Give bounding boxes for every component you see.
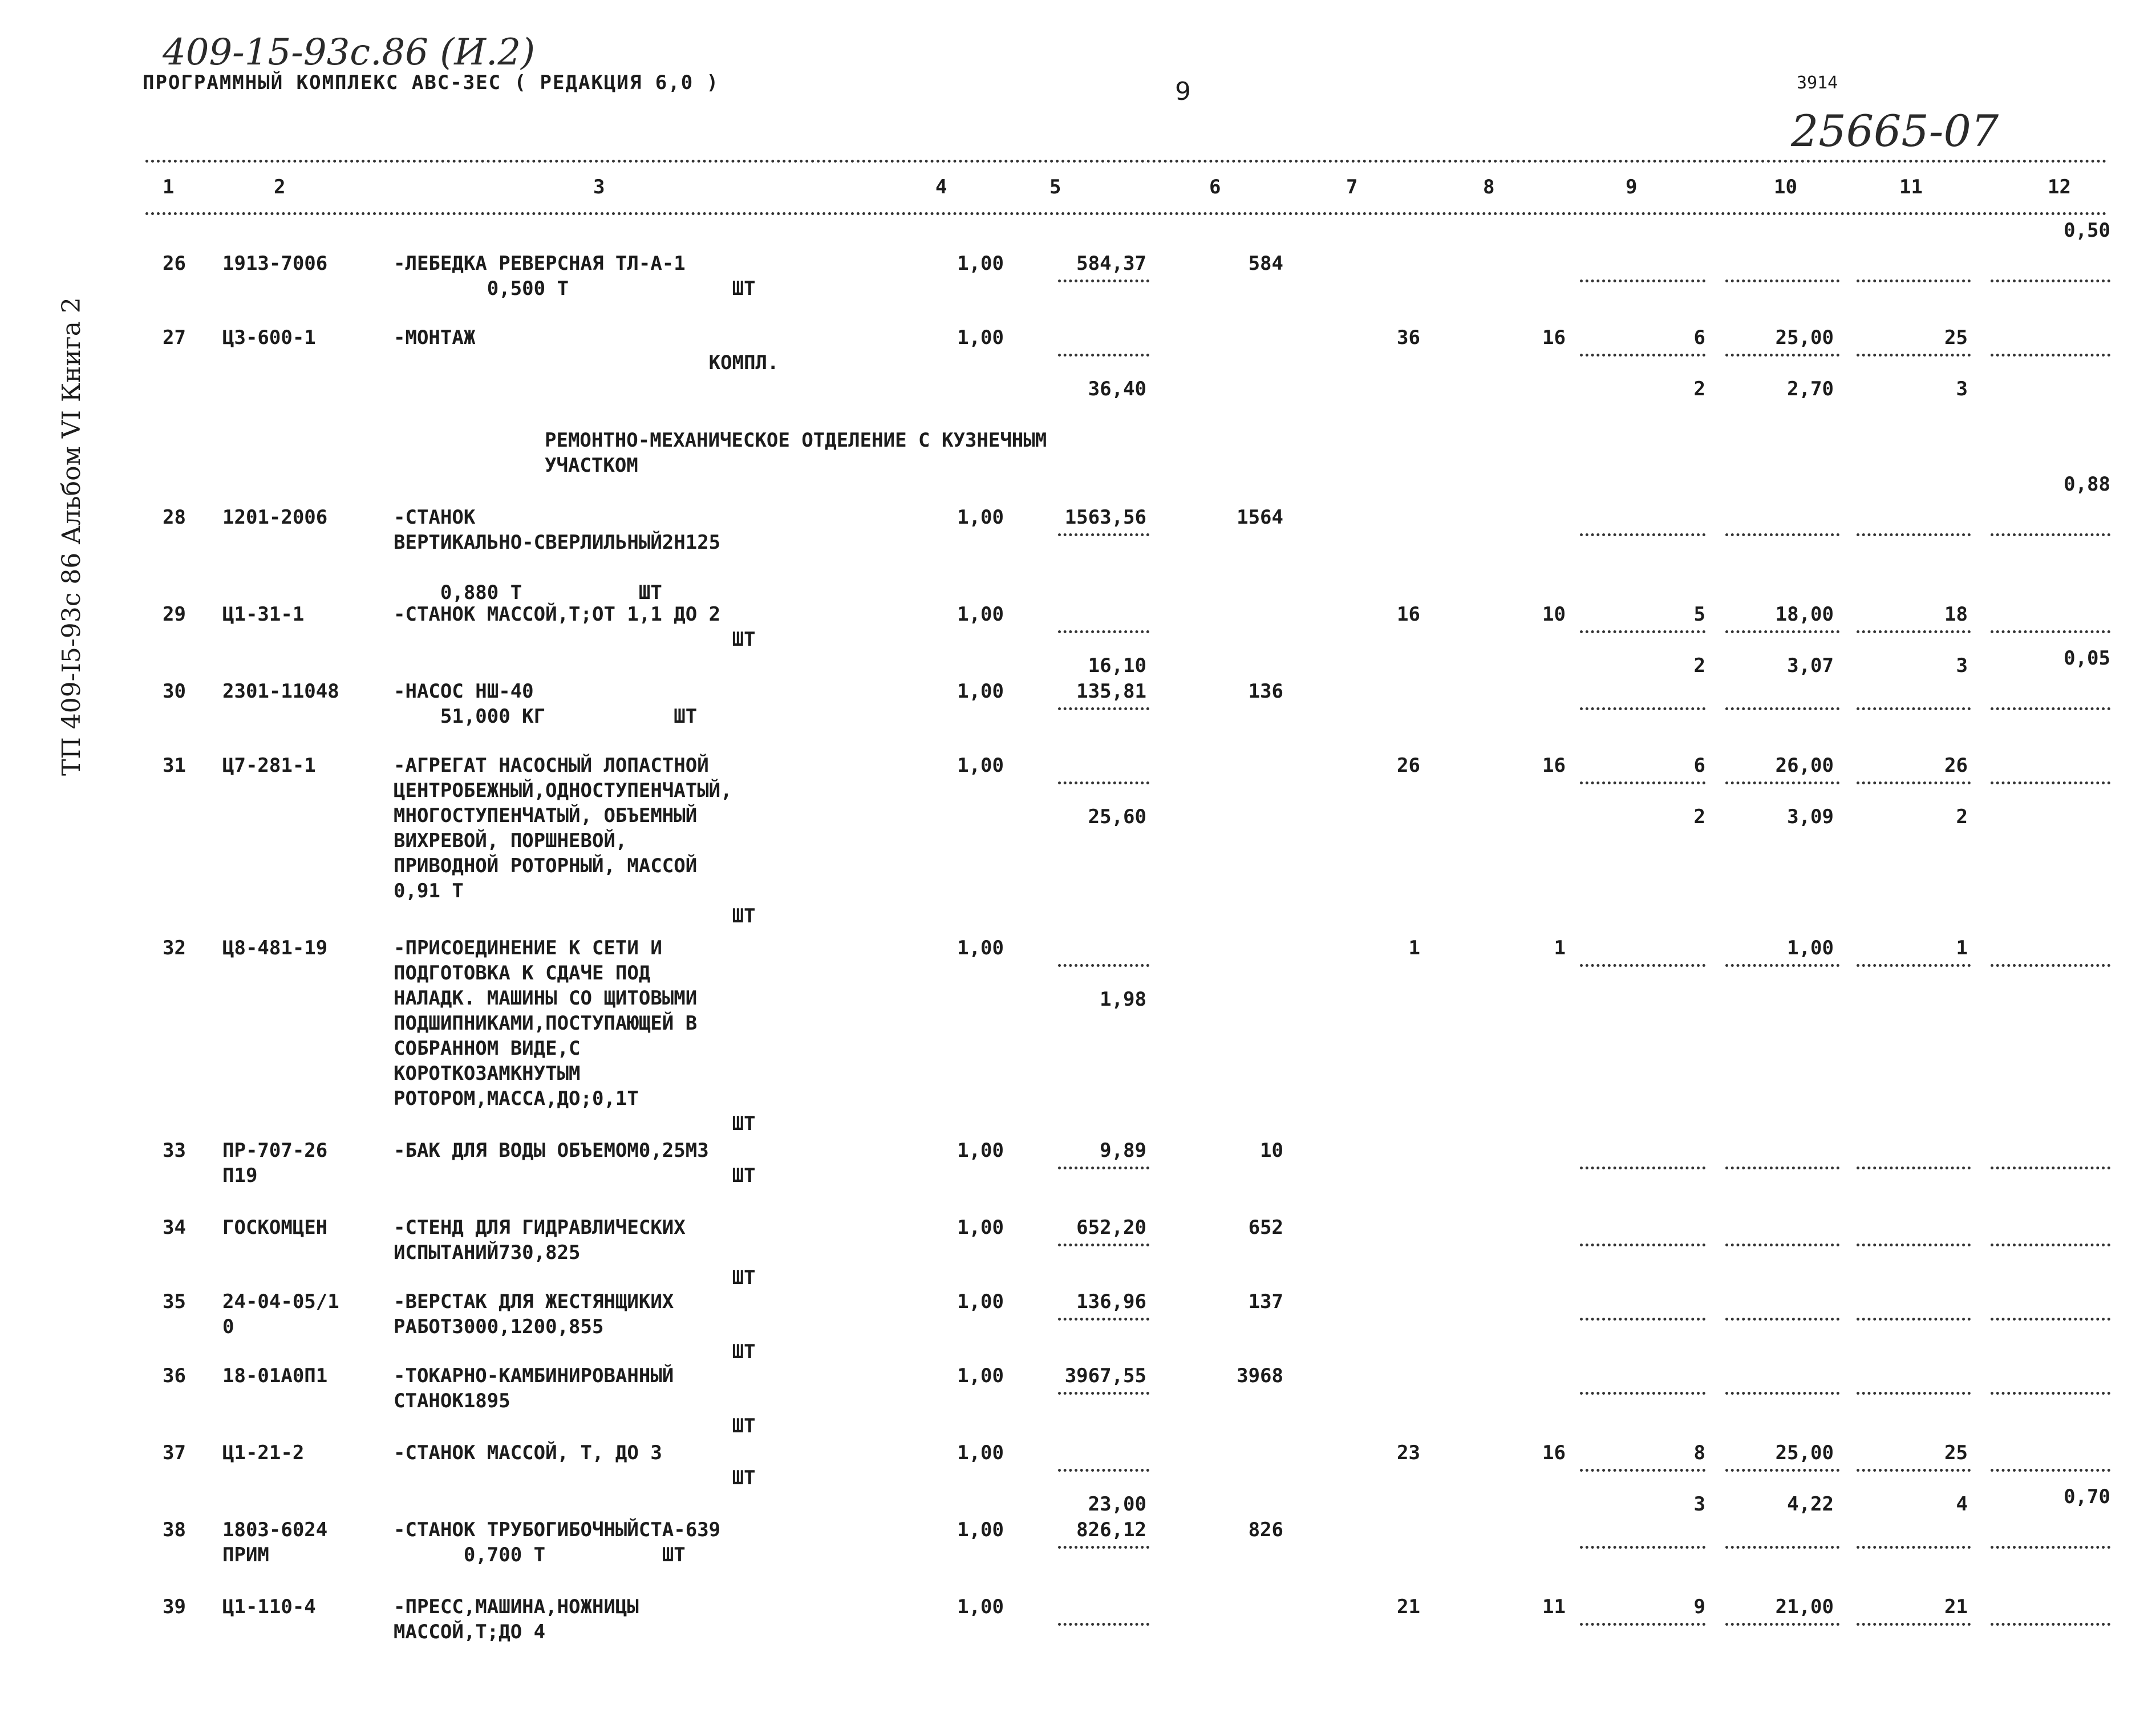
row-code: 1913-7006 — [222, 252, 328, 275]
row-description: МАССОЙ,Т;ДО 4 — [394, 1621, 546, 1643]
row-number: 29 — [163, 603, 186, 626]
row-lower-10: 2,70 — [1787, 378, 1834, 400]
row-code-continuation: ПРИМ — [222, 1544, 269, 1566]
row-value-12: 0,70 — [2064, 1485, 2110, 1508]
row-value-10: 25,00 — [1775, 326, 1834, 349]
row-value-6: 652 — [1248, 1216, 1283, 1239]
row-description: -ТОКАРНО-КАМБИНИРОВАННЫЙ — [394, 1364, 674, 1387]
row-description: СТАНОК1895 — [394, 1390, 510, 1412]
cell-separator — [1580, 280, 1705, 282]
column-number: 3 — [593, 176, 605, 199]
row-quantity: 1,00 — [957, 1216, 1004, 1239]
row-code: ПР-707-26 — [222, 1139, 328, 1162]
cell-separator — [1991, 964, 2110, 967]
row-value-8: 16 — [1542, 326, 1566, 349]
row-lower-10: 4,22 — [1787, 1493, 1834, 1516]
row-code: 1201-2006 — [222, 506, 328, 529]
row-number: 36 — [163, 1364, 186, 1387]
row-value-10: 25,00 — [1775, 1441, 1834, 1464]
row-code: 1803-6024 — [222, 1518, 328, 1541]
row-lower-10: 3,07 — [1787, 654, 1834, 677]
row-number: 26 — [163, 252, 186, 275]
row-description: -ВЕРСТАК ДЛЯ ЖЕСТЯНЩИКИХ — [394, 1290, 674, 1313]
row-lower-9: 2 — [1693, 654, 1705, 677]
row-description: -АГРЕГАТ НАСОСНЫЙ ЛОПАСТНОЙ — [394, 754, 709, 777]
row-lower-11: 2 — [1956, 805, 1968, 828]
cell-separator — [1991, 630, 2110, 633]
row-quantity: 1,00 — [957, 603, 1004, 626]
cell-separator — [1580, 354, 1705, 357]
row-value-12: 0,05 — [2064, 647, 2110, 670]
cell-separator — [1725, 1546, 1839, 1549]
row-value-10: 26,00 — [1775, 754, 1834, 777]
row-value-11: 25 — [1944, 1441, 1968, 1464]
cell-separator — [1991, 533, 2110, 536]
row-description: -СТЕНД ДЛЯ ГИДРАВЛИЧЕСКИХ — [394, 1216, 686, 1239]
row-value-9: 6 — [1693, 326, 1705, 349]
row-value-8: 1 — [1554, 937, 1566, 959]
row-lower-5: 36,40 — [1088, 378, 1146, 400]
row-description: ШТ — [394, 1467, 756, 1489]
cell-separator — [1725, 964, 1839, 967]
row-value-8: 16 — [1542, 754, 1566, 777]
row-description: -НАСОС НШ-40 — [394, 680, 534, 703]
cell-separator — [1058, 630, 1149, 633]
cell-separator — [1857, 1546, 1971, 1549]
row-description: КОРОТКОЗАМКНУТЫМ — [394, 1062, 581, 1085]
row-quantity: 1,00 — [957, 754, 1004, 777]
cell-separator — [1991, 1546, 2110, 1549]
handwritten-reference: 409-15-93с.86 (И.2) — [163, 31, 536, 74]
row-lower-5: 23,00 — [1088, 1493, 1146, 1516]
row-quantity: 1,00 — [957, 1518, 1004, 1541]
cell-separator — [1580, 1244, 1705, 1246]
cell-separator — [1058, 533, 1149, 536]
row-value-7: 1 — [1408, 937, 1420, 959]
header-dotted-rule — [145, 212, 2108, 215]
row-code-continuation: 0 — [222, 1315, 234, 1338]
cell-separator — [1857, 707, 1971, 710]
row-code-continuation: П19 — [222, 1164, 258, 1187]
row-value-9: 6 — [1693, 754, 1705, 777]
row-description: ШТ — [394, 1164, 756, 1187]
row-value-7: 16 — [1397, 603, 1420, 626]
row-description: ВЕРТИКАЛЬНО-СВЕРЛИЛЬНЫЙ2Н125 — [394, 531, 721, 554]
row-quantity: 1,00 — [957, 1290, 1004, 1313]
row-description: 0,91 Т — [394, 880, 464, 902]
row-description: -БАК ДЛЯ ВОДЫ ОБЪЕМОМ0,25М3 — [394, 1139, 709, 1162]
cell-separator — [1991, 1167, 2110, 1169]
row-number: 33 — [163, 1139, 186, 1162]
row-description: ПОДГОТОВКА К СДАЧЕ ПОД — [394, 962, 651, 985]
row-code: 18-01А0П1 — [222, 1364, 328, 1387]
row-description: СОБРАННОМ ВИДЕ,С — [394, 1037, 581, 1060]
row-description: -СТАНОК МАССОЙ,Т;ОТ 1,1 ДО 2 — [394, 603, 721, 626]
column-number: 12 — [2048, 176, 2071, 199]
cell-separator — [1580, 781, 1705, 784]
cell-separator — [1058, 964, 1149, 967]
row-description: 0,500 Т ШТ — [394, 277, 756, 300]
row-lower-11: 3 — [1956, 654, 1968, 677]
row-number: 32 — [163, 937, 186, 959]
row-description: МНОГОСТУПЕНЧАТЫЙ, ОБЪЕМНЫЙ — [394, 804, 698, 827]
cell-separator — [1857, 354, 1971, 357]
column-number-row — [0, 171, 2156, 200]
row-description: ШТ — [394, 1112, 756, 1135]
cell-separator — [1857, 964, 1971, 967]
cell-separator — [1058, 1392, 1149, 1395]
cell-separator — [1991, 1623, 2110, 1626]
cell-separator — [1857, 1167, 1971, 1169]
cell-separator — [1580, 1167, 1705, 1169]
row-value-5: 136,96 — [1076, 1290, 1146, 1313]
row-description: -ПРЕСС,МАШИНА,НОЖНИЦЫ — [394, 1595, 639, 1618]
row-value-7: 23 — [1397, 1441, 1420, 1464]
row-description: -ЛЕБЕДКА РЕВЕРСНАЯ ТЛ-А-1 — [394, 252, 686, 275]
row-value-6: 1564 — [1237, 506, 1283, 529]
row-quantity: 1,00 — [957, 1441, 1004, 1464]
row-number: 39 — [163, 1595, 186, 1618]
row-value-12: 0,88 — [2064, 473, 2110, 496]
row-value-5: 135,81 — [1076, 680, 1146, 703]
row-value-8: 11 — [1542, 1595, 1566, 1618]
row-value-7: 36 — [1397, 326, 1420, 349]
row-code: Ц1-110-4 — [222, 1595, 316, 1618]
row-value-5: 3967,55 — [1064, 1364, 1146, 1387]
row-value-5: 9,89 — [1100, 1139, 1146, 1162]
cell-separator — [1058, 354, 1149, 357]
row-quantity: 1,00 — [957, 326, 1004, 349]
cell-separator — [1058, 707, 1149, 710]
column-number: 9 — [1626, 176, 1638, 199]
row-value-6: 584 — [1248, 252, 1283, 275]
cell-separator — [1058, 1469, 1149, 1472]
cell-separator — [1725, 1318, 1839, 1321]
row-number: 35 — [163, 1290, 186, 1313]
row-description: ПОДШИПНИКАМИ,ПОСТУПАЮЩЕЙ В — [394, 1012, 698, 1035]
row-lower-5: 16,10 — [1088, 654, 1146, 677]
row-description: -СТАНОК МАССОЙ, Т, ДО 3 — [394, 1441, 662, 1464]
row-value-5: 826,12 — [1076, 1518, 1146, 1541]
cell-separator — [1857, 1469, 1971, 1472]
column-number: 11 — [1899, 176, 1923, 199]
row-code: Ц1-21-2 — [222, 1441, 305, 1464]
row-quantity: 1,00 — [957, 680, 1004, 703]
cell-separator — [1725, 781, 1839, 784]
cell-separator — [1580, 1318, 1705, 1321]
cell-separator — [1857, 533, 1971, 536]
column-number: 5 — [1049, 176, 1061, 199]
row-value-6: 10 — [1260, 1139, 1283, 1162]
column-number: 10 — [1774, 176, 1797, 199]
row-value-10: 18,00 — [1775, 603, 1834, 626]
cell-separator — [1857, 1623, 1971, 1626]
row-number: 30 — [163, 680, 186, 703]
row-number: 27 — [163, 326, 186, 349]
row-quantity: 1,00 — [957, 1139, 1004, 1162]
row-description: ИСПЫТАНИЙ730,825 — [394, 1241, 581, 1264]
row-value-11: 18 — [1944, 603, 1968, 626]
row-description: -ПРИСОЕДИНЕНИЕ К СЕТИ И — [394, 937, 662, 959]
row-code: Ц7-281-1 — [222, 754, 316, 777]
row-description: -СТАНОК — [394, 506, 476, 529]
row-quantity: 1,00 — [957, 1364, 1004, 1387]
top-right-code: 3914 — [1797, 73, 1838, 93]
cell-separator — [1580, 1623, 1705, 1626]
cell-separator — [1991, 1469, 2110, 1472]
row-value-10: 1,00 — [1787, 937, 1834, 959]
row-value-7: 26 — [1397, 754, 1420, 777]
cell-separator — [1580, 1546, 1705, 1549]
row-description: 0,880 Т ШТ — [394, 581, 662, 604]
row-value-11: 1 — [1956, 937, 1968, 959]
row-value-5: 1563,56 — [1064, 506, 1146, 529]
row-value-6: 826 — [1248, 1518, 1283, 1541]
row-description: ШТ — [394, 1415, 756, 1437]
row-lower-5: 25,60 — [1088, 805, 1146, 828]
row-lower-11: 3 — [1956, 378, 1968, 400]
row-code: Ц1-31-1 — [222, 603, 305, 626]
cell-separator — [1991, 280, 2110, 282]
side-title: ТП 409-I5-93с 86 Альбом VI Книга 2 — [57, 297, 86, 776]
column-number: 7 — [1346, 176, 1358, 199]
column-number: 6 — [1209, 176, 1221, 199]
cell-separator — [1580, 630, 1705, 633]
cell-separator — [1725, 1469, 1839, 1472]
row-lower-11: 4 — [1956, 1493, 1968, 1516]
cell-separator — [1857, 630, 1971, 633]
row-description: ШТ — [394, 1266, 756, 1289]
row-value-6: 3968 — [1237, 1364, 1283, 1387]
row-code: ГОСКОМЦЕН — [222, 1216, 328, 1239]
cell-separator — [1857, 280, 1971, 282]
row-lower-9: 2 — [1693, 805, 1705, 828]
column-number: 2 — [274, 176, 286, 199]
cell-separator — [1058, 1244, 1149, 1246]
cell-separator — [1725, 1167, 1839, 1169]
row-description: ШТ — [394, 628, 756, 651]
row-value-6: 136 — [1248, 680, 1283, 703]
cell-separator — [1857, 781, 1971, 784]
row-number: 28 — [163, 506, 186, 529]
row-value-12: 0,50 — [2064, 219, 2110, 242]
cell-separator — [1725, 707, 1839, 710]
cell-separator — [1058, 1318, 1149, 1321]
top-dotted-rule — [145, 160, 2108, 163]
section-title: РЕМОНТНО-МЕХАНИЧЕСКОЕ ОТДЕЛЕНИЕ С КУЗНЕЧНЫМ — [545, 429, 1047, 452]
column-number: 4 — [935, 176, 947, 199]
cell-separator — [1725, 280, 1839, 282]
row-description: 0,700 Т ШТ — [394, 1544, 686, 1566]
row-value-5: 584,37 — [1076, 252, 1146, 275]
cell-separator — [1058, 781, 1149, 784]
cell-separator — [1580, 1469, 1705, 1472]
row-description: РОТОРОМ,МАССА,ДО;0,1Т — [394, 1087, 639, 1110]
cell-separator — [1991, 1244, 2110, 1246]
row-value-11: 25 — [1944, 326, 1968, 349]
row-description: ПРИВОДНОЙ РОТОРНЫЙ, МАССОЙ — [394, 855, 698, 877]
cell-separator — [1725, 1244, 1839, 1246]
column-number: 1 — [163, 176, 175, 199]
section-title: УЧАСТКОМ — [545, 454, 638, 477]
cell-separator — [1857, 1392, 1971, 1395]
row-lower-5: 1,98 — [1100, 988, 1146, 1011]
row-value-9: 9 — [1693, 1595, 1705, 1618]
cell-separator — [1991, 1392, 2110, 1395]
row-lower-9: 3 — [1693, 1493, 1705, 1516]
row-value-9: 5 — [1693, 603, 1705, 626]
page-number: 9 — [1175, 77, 1191, 106]
row-description: -СТАНОК ТРУБОГИБОЧНЫЙСТА-639 — [394, 1518, 721, 1541]
row-value-8: 10 — [1542, 603, 1566, 626]
row-value-11: 26 — [1944, 754, 1968, 777]
program-line: ПРОГРАММНЫЙ КОМПЛЕКС АВС-3ЕС ( РЕДАКЦИЯ 6,0 ) — [143, 71, 720, 94]
cell-separator — [1991, 707, 2110, 710]
row-number: 31 — [163, 754, 186, 777]
cell-separator — [1991, 781, 2110, 784]
row-description: КОМПЛ. — [394, 351, 779, 374]
row-lower-9: 2 — [1693, 378, 1705, 400]
row-quantity: 1,00 — [957, 1595, 1004, 1618]
cell-separator — [1857, 1244, 1971, 1246]
cell-separator — [1058, 280, 1149, 282]
row-number: 38 — [163, 1518, 186, 1541]
row-code: Ц8-481-19 — [222, 937, 328, 959]
row-value-7: 21 — [1397, 1595, 1420, 1618]
cell-separator — [1058, 1623, 1149, 1626]
row-value-6: 137 — [1248, 1290, 1283, 1313]
cell-separator — [1580, 1392, 1705, 1395]
row-description: 51,000 КГ ШТ — [394, 705, 698, 728]
cell-separator — [1991, 1318, 2110, 1321]
cell-separator — [1058, 1167, 1149, 1169]
row-value-10: 21,00 — [1775, 1595, 1834, 1618]
row-value-5: 652,20 — [1076, 1216, 1146, 1239]
row-quantity: 1,00 — [957, 506, 1004, 529]
row-code: Ц3-600-1 — [222, 326, 316, 349]
row-lower-10: 3,09 — [1787, 805, 1834, 828]
cell-separator — [1725, 630, 1839, 633]
handwritten-number: 25665-07 — [1791, 106, 1999, 156]
row-code: 24-04-05/1 — [222, 1290, 339, 1313]
row-number: 37 — [163, 1441, 186, 1464]
row-value-11: 21 — [1944, 1595, 1968, 1618]
row-description: ШТ — [394, 1341, 756, 1363]
row-description: ЦЕНТРОБЕЖНЫЙ,ОДНОСТУПЕНЧАТЫЙ, — [394, 779, 732, 802]
cell-separator — [1580, 964, 1705, 967]
row-value-9: 8 — [1693, 1441, 1705, 1464]
cell-separator — [1857, 1318, 1971, 1321]
column-number: 8 — [1483, 176, 1495, 199]
cell-separator — [1725, 533, 1839, 536]
row-quantity: 1,00 — [957, 252, 1004, 275]
cell-separator — [1580, 707, 1705, 710]
row-description: ШТ — [394, 905, 756, 928]
row-number: 34 — [163, 1216, 186, 1239]
row-quantity: 1,00 — [957, 937, 1004, 959]
cell-separator — [1725, 354, 1839, 357]
cell-separator — [1725, 1623, 1839, 1626]
cell-separator — [1725, 1392, 1839, 1395]
cell-separator — [1991, 354, 2110, 357]
row-description: РАБОТ3000,1200,855 — [394, 1315, 604, 1338]
row-code: 2301-11048 — [222, 680, 339, 703]
row-description: НАЛАДК. МАШИНЫ СО ЩИТОВЫМИ — [394, 987, 698, 1010]
cell-separator — [1058, 1546, 1149, 1549]
row-description: ВИХРЕВОЙ, ПОРШНЕВОЙ, — [394, 829, 627, 852]
row-value-8: 16 — [1542, 1441, 1566, 1464]
cell-separator — [1580, 533, 1705, 536]
row-description: -МОНТАЖ — [394, 326, 476, 349]
